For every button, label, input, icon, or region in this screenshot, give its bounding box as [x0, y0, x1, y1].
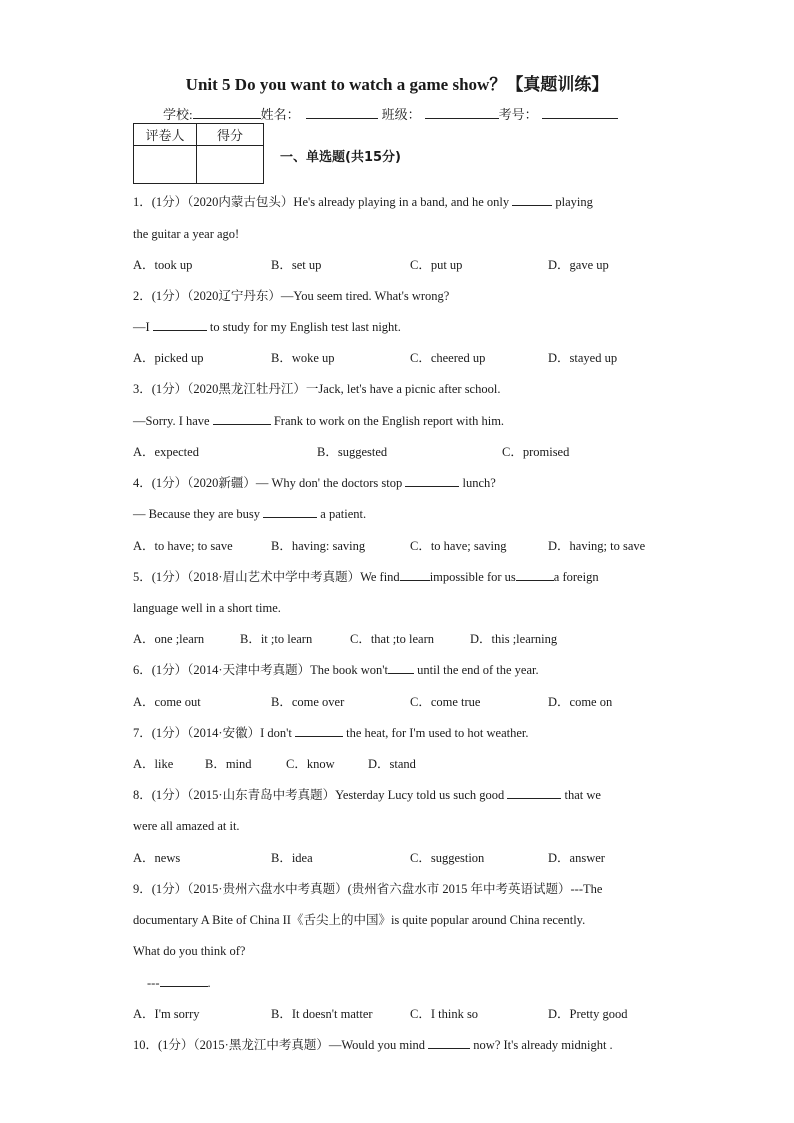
- score-cell: [197, 146, 264, 184]
- question-3-line-1: 3．(1分）（2020黑龙江牡丹江）一Jack, let's have a picnic after school.: [133, 382, 501, 396]
- question-2-option-b: B．woke up: [271, 351, 335, 365]
- question-1-option-c: C．put up: [410, 258, 463, 272]
- question-5-line-2: language well in a short time.: [133, 601, 281, 615]
- question-8-option-d: D．answer: [548, 851, 605, 865]
- school-label: 学校:: [163, 107, 193, 122]
- question-9-line-4: --- .: [147, 976, 211, 990]
- question-4-line-1: 4．(1分）（2020新疆）— Why don' the doctors stop lunch?: [133, 476, 496, 490]
- grader-cell: [134, 146, 197, 184]
- student-info-line: [163, 104, 618, 123]
- class-label: 班级：: [381, 107, 421, 122]
- question-9-line-2: documentary A Bite of China II《舌尖上的中国》is quite popular around China recently.: [133, 913, 586, 927]
- name-blank: [306, 106, 378, 119]
- question-2-option-a: A．picked up: [133, 351, 204, 365]
- question-4-option-c: C．to have; saving: [410, 539, 507, 553]
- question-1-option-d: D．gave up: [548, 258, 609, 272]
- question-5-option-c: C．that ;to learn: [350, 632, 435, 646]
- question-8-option-a: A．news: [133, 851, 181, 865]
- question-7-option-b: B．mind: [205, 757, 252, 771]
- question-6-option-a: A．come out: [133, 695, 201, 709]
- question-4-line-2: — Because they are busy a patient.: [133, 507, 367, 521]
- question-8-option-c: C．suggestion: [410, 851, 485, 865]
- question-10-line-1: 10．(1分）（2015·黑龙江中考真题）—Would you mind now? It's already midnight .: [133, 1038, 613, 1052]
- section-heading: 一、单选题(共15分): [280, 150, 401, 165]
- question-3-line-2: —Sorry. I have Frank to work on the English report with him.: [133, 414, 505, 428]
- question-3-option-a: A．expected: [133, 445, 199, 459]
- question-1-line-1: 1．(1分）（2020内蒙古包头）He's already playing in a band, and he only playing: [133, 195, 593, 209]
- question-8-line-2: were all amazed at it.: [133, 819, 240, 833]
- question-8-line-1: 8．(1分）（2015·山东青岛中考真题）Yesterday Lucy told us such good that we: [133, 788, 601, 802]
- question-9-line-3: What do you think of?: [133, 944, 246, 958]
- question-1-line-2: the guitar a year ago!: [133, 227, 240, 241]
- question-6-option-c: C．come true: [410, 695, 481, 709]
- question-7-option-c: C．know: [286, 757, 335, 771]
- number-blank: [542, 106, 618, 119]
- question-5-option-d: D．this ;learning: [470, 632, 558, 646]
- question-4-option-d: D．having; to save: [548, 539, 646, 553]
- question-9-option-b: B．It doesn't matter: [271, 1007, 373, 1021]
- question-2-line-2: —I to study for my English test last night.: [133, 320, 401, 334]
- question-6-option-d: D．come on: [548, 695, 613, 709]
- question-4-option-b: B．having: saving: [271, 539, 366, 553]
- question-7-line-1: 7．(1分）（2014·安徽）I don't the heat, for I'm used to hot weather.: [133, 726, 529, 740]
- question-6-line-1: 6．(1分）（2014·天津中考真题）The book won't until the end of the year.: [133, 663, 539, 677]
- question-3-option-c: C．promised: [502, 445, 570, 459]
- score-table: [133, 123, 264, 184]
- question-3-option-b: B．suggested: [317, 445, 388, 459]
- question-5-line-1: 5．(1分）（2018·眉山艺术中学中考真题）We find impossible for us a foreign: [133, 570, 599, 584]
- page-title: Unit 5 Do you want to watch a game show？【真题训练】: [185, 75, 609, 94]
- class-blank: [425, 106, 499, 119]
- question-1-option-b: B．set up: [271, 258, 322, 272]
- school-blank: [193, 106, 261, 119]
- question-5-option-a: A．one ;learn: [133, 632, 205, 646]
- question-6-option-b: B．come over: [271, 695, 345, 709]
- name-label: 姓名：: [260, 107, 300, 122]
- question-2-option-d: D．stayed up: [548, 351, 618, 365]
- question-5-option-b: B．it ;to learn: [240, 632, 313, 646]
- question-9-option-d: D．Pretty good: [548, 1007, 628, 1021]
- score-header: 得分: [197, 124, 264, 146]
- question-1-option-a: A．took up: [133, 258, 193, 272]
- question-8-option-b: B．idea: [271, 851, 313, 865]
- question-2-option-c: C．cheered up: [410, 351, 486, 365]
- question-2-line-1: 2．(1分）（2020辽宁丹东）—You seem tired. What's wrong?: [133, 289, 450, 303]
- question-7-option-a: A．like: [133, 757, 174, 771]
- question-9-option-a: A．I'm sorry: [133, 1007, 200, 1021]
- question-9-line-1: 9．(1分）（2015·贵州六盘水中考真题）(贵州省六盘水市 2015 年中考英语试题）---The: [133, 882, 603, 896]
- question-7-option-d: D．stand: [368, 757, 416, 771]
- question-9-option-c: C．I think so: [410, 1007, 479, 1021]
- grader-header: 评卷人: [134, 124, 197, 146]
- question-4-option-a: A．to have; to save: [133, 539, 233, 553]
- number-label: 考号：: [498, 107, 538, 122]
